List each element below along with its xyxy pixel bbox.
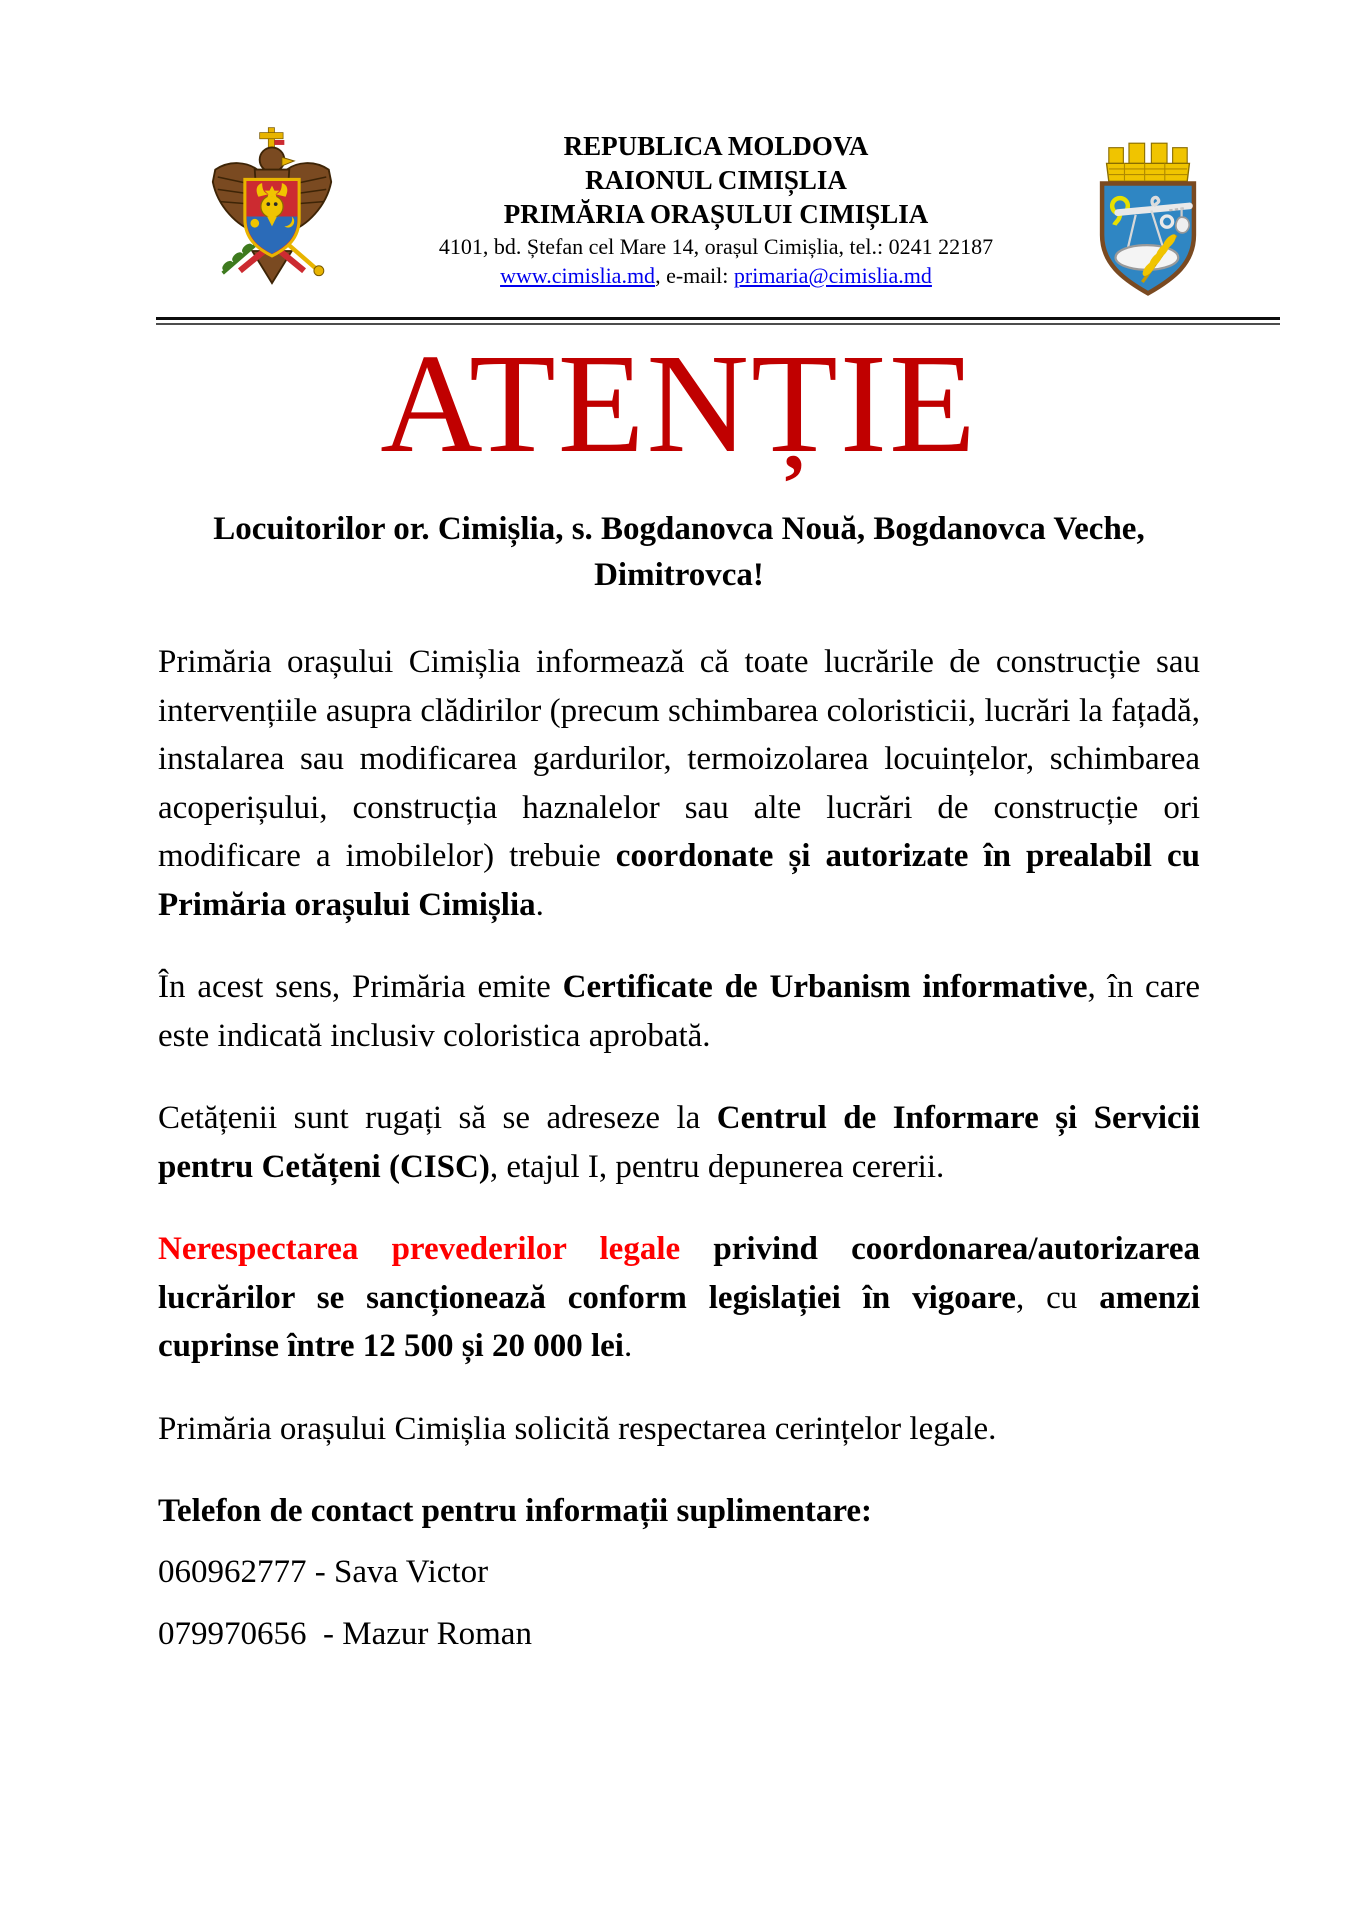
p4-period: . (623, 1328, 633, 1365)
notice-body (0, 638, 1358, 1659)
p3-text: Cetățenii sunt rugați să se adreseze la (158, 1100, 717, 1137)
cimislia-coat-of-arms (1086, 126, 1210, 305)
p1-period: . (535, 886, 544, 923)
p2-bold: Certificate de Urbanism informative (562, 969, 1088, 1006)
phone-line-1: 060962777 - Sava Victor (158, 1553, 489, 1590)
paragraph-construction-rules (158, 638, 1200, 929)
header-address: 4101, bd. Ștefan cel Mare 14, orașul Cimișlia, tel.: 0241 22187 (438, 234, 994, 260)
cimislia-coat-of-arms-icon (1086, 132, 1210, 300)
p4-red-bold: Nerespectarea prevederilor legale (158, 1231, 681, 1268)
phone-line-2: 079970656 - Mazur Roman (158, 1616, 532, 1653)
attention-title: ATENȚIE (380, 324, 978, 482)
org-line-district: RAIONUL CIMIȘLIA (585, 164, 847, 195)
website-link[interactable]: www.cimislia.md (500, 262, 656, 288)
p4-text: , cu (1015, 1279, 1100, 1316)
p1-text: Primăria orașului Cimișlia informează că toate lucrările de construcție sau intervențiile asupra clădirilor (precum schimbarea coloristicii, lucrări la fațadă, instalarea sau modificarea gardurilor, termoizolarea locuințelor, schimbarea acoperișului, construcția haznalelor sau alte lucrări de construcție ori modificare a imobilelor) trebuie (158, 644, 1200, 875)
p4-bold2: amenzi cuprinse între 12 500 și 20 000 lei (158, 1279, 1200, 1365)
p3-bold: Centrul de Informare și Servicii pentru Cetățeni (CISC) (158, 1100, 1200, 1185)
p2-text: În acest sens, Primăria emite (158, 969, 563, 1006)
letterhead (0, 126, 1358, 307)
contact-heading: Telefon de contact pentru informații suplimentare: (158, 1493, 873, 1530)
email-link[interactable]: primaria@cimislia.md (733, 262, 932, 288)
notice-subtitle: Locuitorilor or. Cimișlia, s. Bogdanovca Nouă, Bogdanovca Veche, Dimitrovca! (213, 510, 1145, 594)
p5-text: Primăria orașului Cimișlia solicită respectarea cerințelor legale. (158, 1410, 997, 1447)
paragraph-cisc (158, 1094, 1200, 1191)
header-org-block (346, 126, 1086, 290)
org-line-cityhall: PRIMĂRIA ORAȘULUI CIMIȘLIA (503, 198, 929, 229)
p3-text2: , etajul I, pentru depunerea cererii. (489, 1148, 945, 1185)
email-separator: , e-mail: (655, 262, 734, 288)
moldova-coat-of-arms-icon (198, 126, 346, 302)
header-links (346, 262, 1086, 291)
p4-bold1: privind coordonarea/autorizarea lucrărilor se sancționează conform legislației în vigoare (158, 1231, 1200, 1316)
org-line-country: REPUBLICA MOLDOVA (563, 131, 869, 161)
alert-paragraph-sanctions (158, 1225, 1200, 1371)
paragraph-urbanism-certificates (158, 963, 1200, 1060)
p2-text2: , în care este indicată inclusiv coloristica aprobată. (158, 969, 1200, 1054)
paragraph-compliance-request (158, 1405, 1200, 1454)
p1-bold: coordonate și autorizate în prealabil cu Primăria orașului Cimișlia (158, 838, 1200, 923)
contact-block (158, 1487, 1200, 1659)
moldova-coat-of-arms (198, 126, 346, 307)
